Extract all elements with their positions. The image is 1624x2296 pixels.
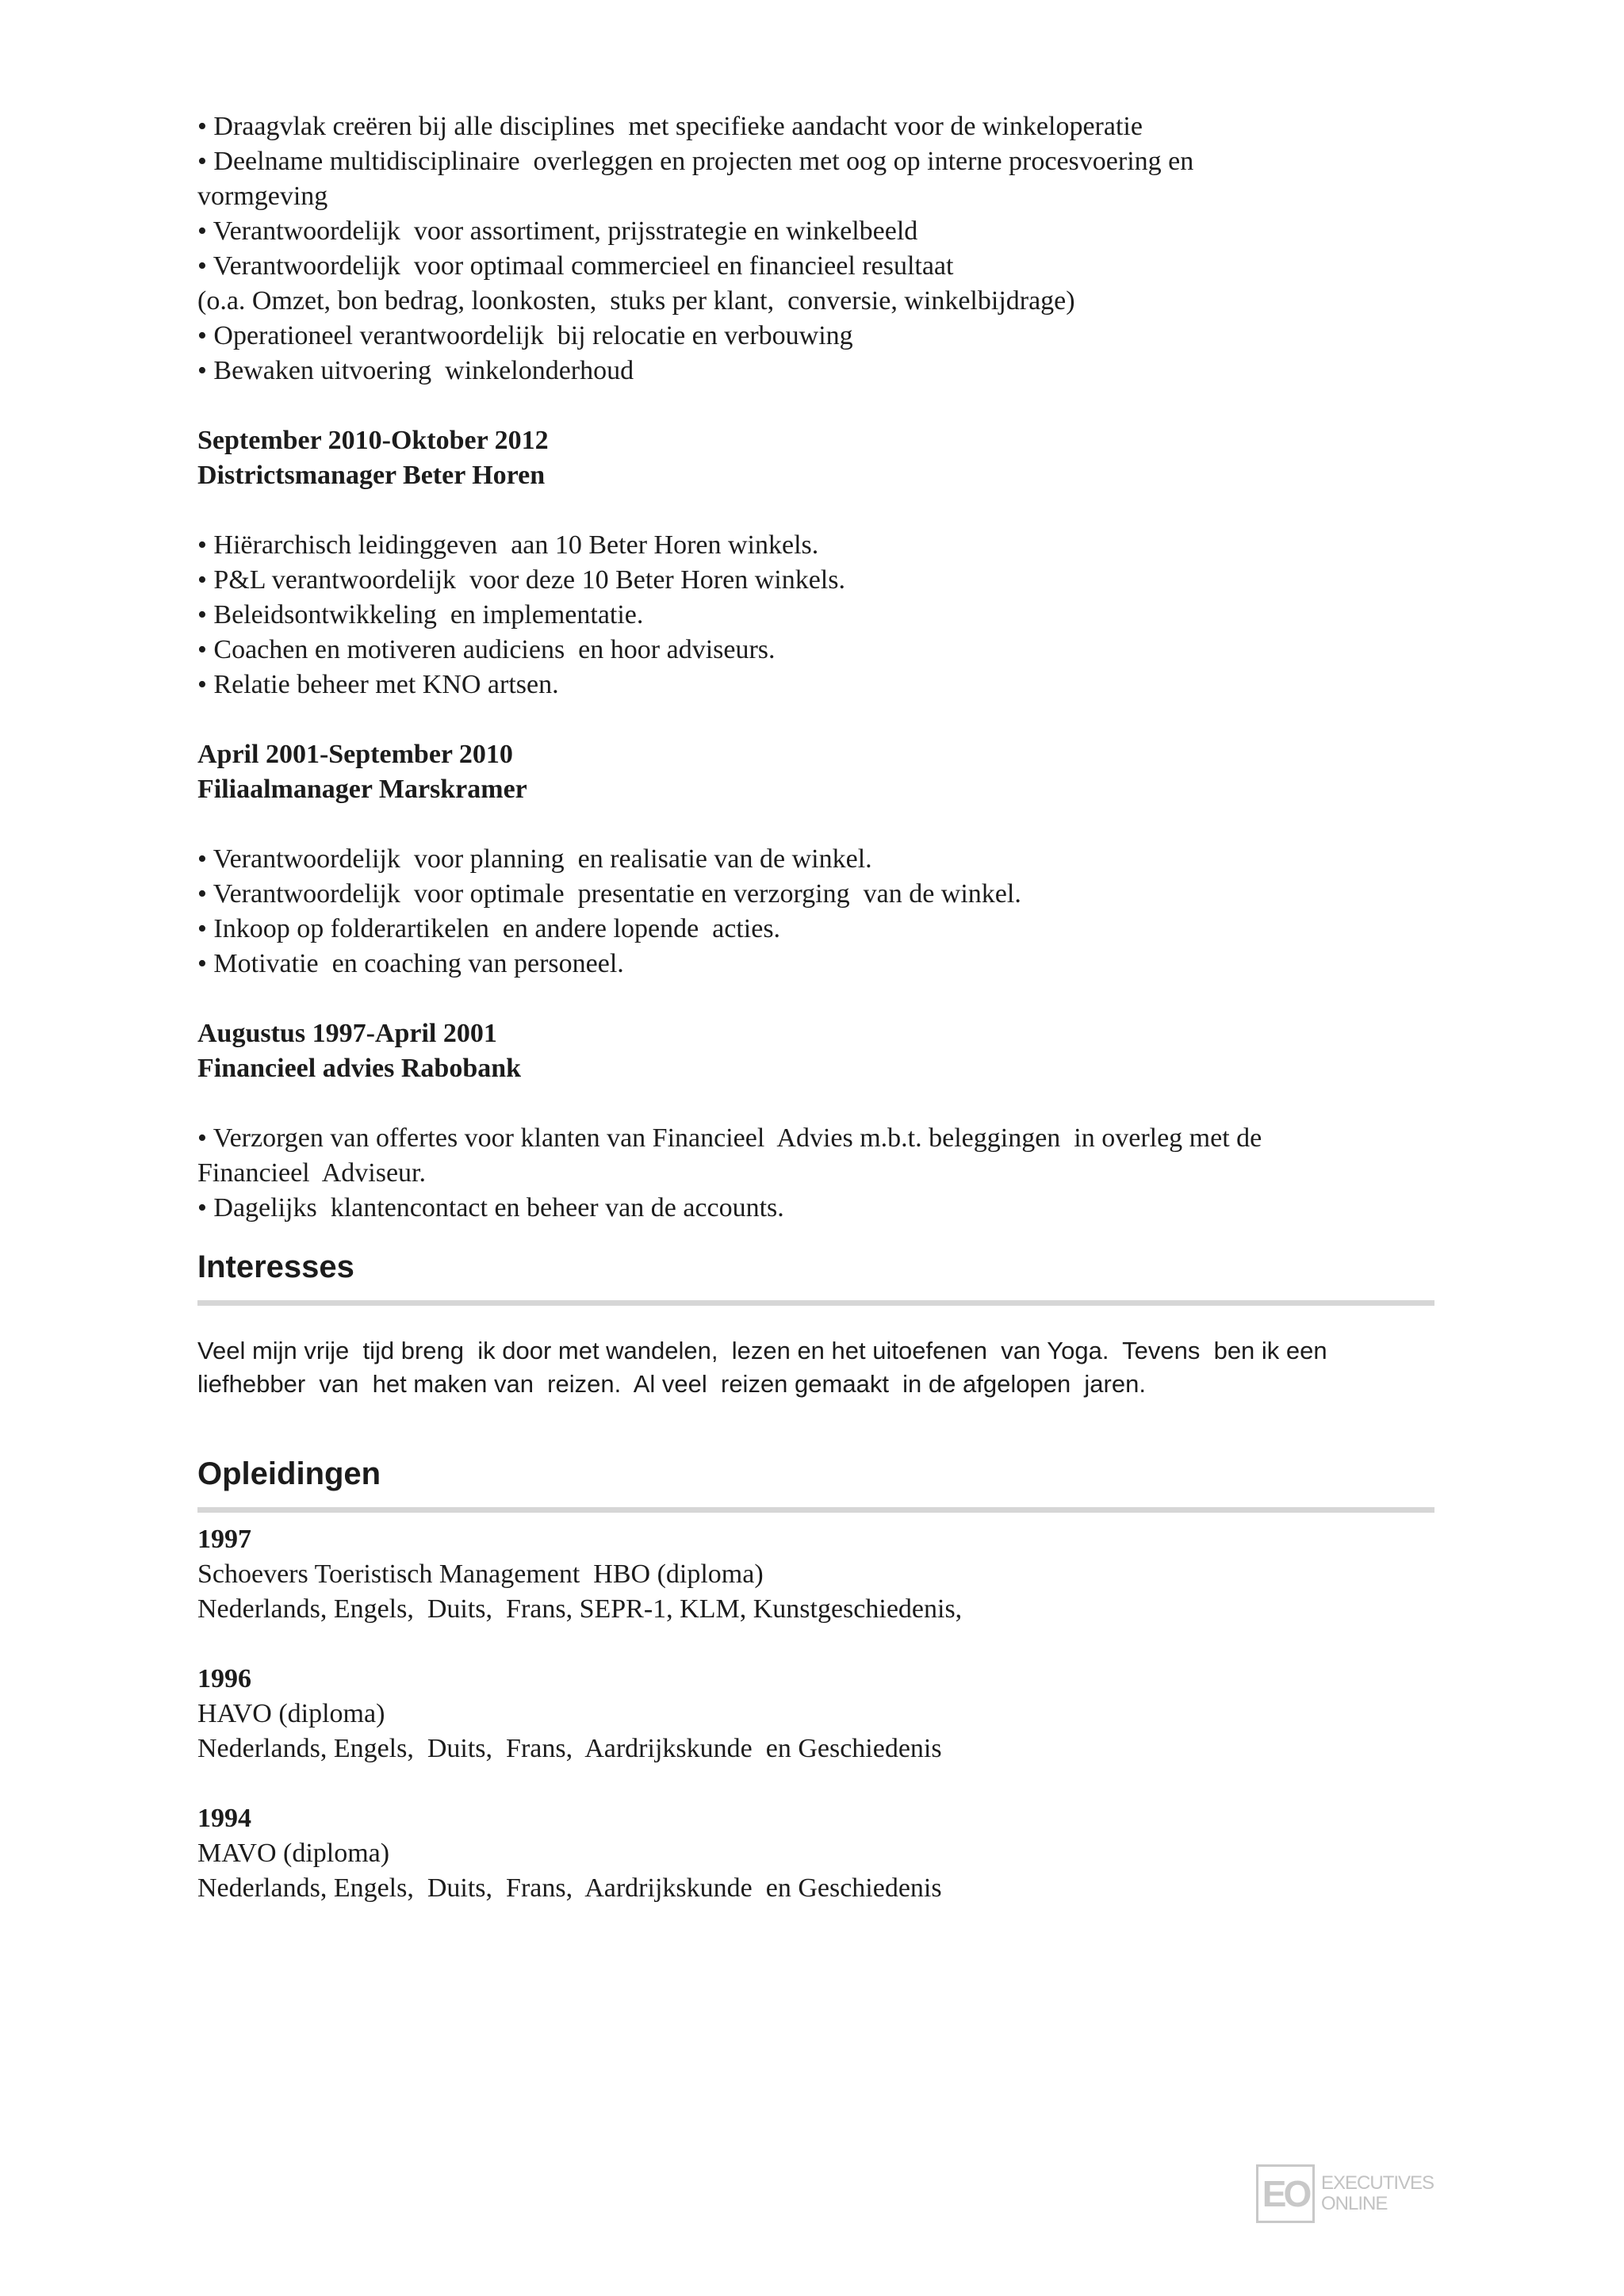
list-item: • Dagelijks klantencontact en beheer van de accounts. [197,1193,784,1223]
list-item: (o.a. Omzet, bon bedrag, loonkosten, stuks per klant, conversie, winkelbijdrage) [197,286,1075,316]
job-entry-marskramer [197,737,1434,982]
education-entry [197,1662,1434,1766]
job-title: Districtsmanager Beter Horen [197,461,546,490]
logo-mark-icon: EO [1256,2164,1315,2223]
list-item: • Verantwoordelijk voor assortiment, prijsstrategie en winkelbeeld [197,216,918,246]
job-period: Augustus 1997-April 2001 [197,1019,497,1048]
education-line: Nederlands, Engels, Duits, Frans, SEPR-1, KLM, Kunstgeschiedenis, [197,1594,963,1624]
list-item: vormgeving [197,182,328,211]
education-year: 1994 [197,1804,251,1833]
list-item: • Inkoop op folderartikelen en andere lopende acties. [197,914,781,943]
list-item: • Verantwoordelijk voor planning en realisatie van de winkel. [197,844,872,874]
education-entry [197,1801,1434,1906]
education-line: MAVO (diploma) [197,1839,390,1868]
list-item: • Beleidsontwikkeling en implementatie. [197,600,644,629]
job-period: April 2001-September 2010 [197,740,513,769]
list-item: • Hiërarchisch leidinggeven aan 10 Beter Horen winkels. [197,530,819,560]
list-item: • P&L verantwoordelijk voor deze 10 Beter Horen winkels. [197,565,845,595]
responsibilities-list [197,109,1434,388]
interests-section [197,1226,1434,1401]
list-item: • Draagvlak creëren bij alle disciplines met specifieke aandacht voor de winkeloperatie [197,112,1143,141]
job-period: September 2010-Oktober 2012 [197,426,549,455]
interests-line: Veel mijn vrije tijd breng ik door met wandelen, lezen en het uitoefenen van Yoga. Tevens ben ik een [197,1337,1327,1364]
list-item: • Coachen en motiveren audiciens en hoor adviseurs. [197,635,776,664]
executives-online-logo [1256,2163,1446,2225]
list-item: • Bewaken uitvoering winkelonderhoud [197,356,634,385]
list-item: • Verzorgen van offertes voor klanten van Financieel Advies m.b.t. beleggingen in overleg met de [197,1123,1262,1153]
list-item: • Relatie beheer met KNO artsen. [197,670,559,699]
job-title: Financieel advies Rabobank [197,1054,522,1083]
list-item: • Operationeel verantwoordelijk bij relocatie en verbouwing [197,321,853,350]
logo-text-line: EXECUTIVES [1321,2172,1434,2194]
logo-text-line: ONLINE [1321,2193,1388,2214]
education-line: Nederlands, Engels, Duits, Frans, Aardrijkskunde en Geschiedenis [197,1873,942,1903]
education-line: HAVO (diploma) [197,1699,385,1728]
list-item: • Motivatie en coaching van personeel. [197,949,624,978]
list-item: • Verantwoordelijk voor optimaal commercieel en financieel resultaat [197,251,954,281]
section-divider [197,1300,1434,1306]
cv-content [197,109,1434,1906]
interests-line: liefhebber van het maken van reizen. Al veel reizen gemaakt in de afgelopen jaren. [197,1370,1146,1398]
education-line: Nederlands, Engels, Duits, Frans, Aardrijkskunde en Geschiedenis [197,1734,942,1763]
job-title: Filiaalmanager Marskramer [197,775,527,804]
education-entry [197,1522,1434,1627]
list-item: Financieel Adviseur. [197,1158,427,1188]
section-divider [197,1507,1434,1513]
job-entry-rabobank [197,1016,1434,1226]
education-year: 1996 [197,1664,251,1693]
list-item: • Deelname multidisciplinaire overleggen en projecten met oog op interne procesvoering en [197,147,1194,176]
job-entry-beter-horen [197,423,1434,702]
section-heading-interests: Interesses [197,1249,354,1284]
list-item: • Verantwoordelijk voor optimale presentatie en verzorging van de winkel. [197,879,1021,909]
logo-wordmark [1321,2173,1434,2214]
interests-text [197,1334,1434,1401]
education-line: Schoevers Toeristisch Management HBO (diploma) [197,1559,764,1589]
section-heading-education: Opleidingen [197,1456,381,1491]
education-section [197,1433,1434,1906]
education-year: 1997 [197,1525,251,1554]
